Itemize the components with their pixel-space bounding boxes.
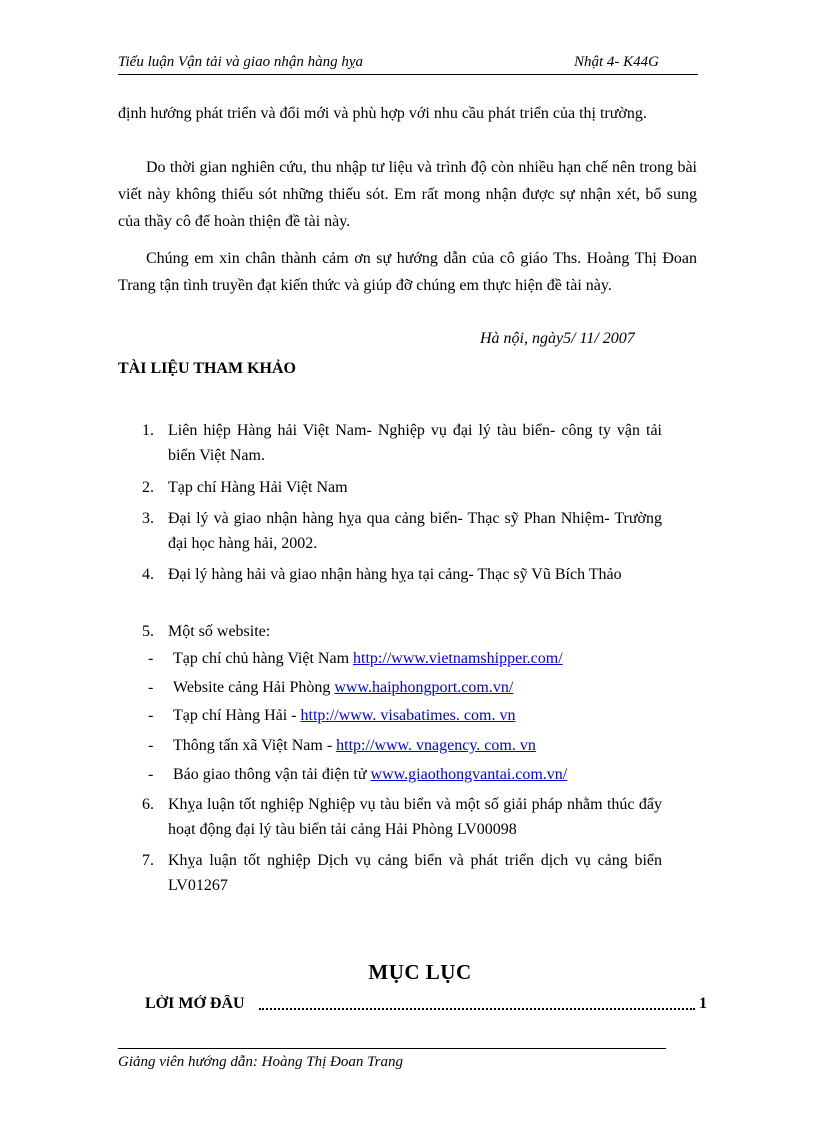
toc-leader-dots xyxy=(259,1008,695,1010)
website-link[interactable]: www.giaothongvantai.com.vn/ xyxy=(370,766,568,783)
website-label: Thông tấn xã Việt Nam - xyxy=(173,737,337,754)
reference-item xyxy=(142,619,662,644)
reference-number: 4. xyxy=(142,566,154,583)
reference-number: 2. xyxy=(142,479,154,496)
reference-text: Đại lý hàng hải và giao nhận hàng hỵa tại cảng- Thạc sỹ Vũ Bích Thảo xyxy=(168,566,622,583)
reference-item xyxy=(142,792,662,842)
reference-text: Một số website: xyxy=(168,623,271,640)
reference-item xyxy=(142,562,662,587)
bullet-dash: - xyxy=(148,650,154,667)
references-title: TÀI LIỆU THAM KHẢO xyxy=(118,360,296,377)
reference-text: Khỵa luận tốt nghiệp Nghiệp vụ tàu biển và một số giải pháp nhằm thúc đẩy hoạt động đại lý tàu biển tải cảng Hải Phòng LV00098 xyxy=(168,796,662,838)
reference-text: Khỵa luận tốt nghiệp Dịch vụ cảng biển và phát triển dịch vụ cảng biển LV01267 xyxy=(168,852,662,894)
website-label: Báo giao thông vận tải điện tử xyxy=(173,766,371,783)
reference-text: Đại lý và giao nhận hàng hỵa qua cảng biển- Thạc sỹ Phan Nhiệm- Trường đại học hàng hải, 2002. xyxy=(168,510,662,552)
bullet-dash: - xyxy=(148,707,154,724)
reference-number: 1. xyxy=(142,422,154,439)
reference-item xyxy=(142,475,662,500)
bullet-dash: - xyxy=(148,679,154,696)
footer-divider xyxy=(118,1048,666,1049)
page-footer: Giảng viên hướng dẫn: Hoàng Thị Đoan Trang xyxy=(118,1054,403,1070)
website-item xyxy=(148,675,513,700)
website-link[interactable]: www.haiphongport.com.vn/ xyxy=(334,679,514,696)
reference-text: Liên hiệp Hàng hải Việt Nam- Nghiệp vụ đại lý tàu biển- công ty vận tải biển Việt Nam. xyxy=(168,422,662,464)
page-header xyxy=(118,54,698,75)
bullet-dash: - xyxy=(148,737,154,754)
header-title: Tiểu luận Vận tải và giao nhận hàng hỵa xyxy=(118,54,363,70)
reference-item xyxy=(142,506,662,556)
reference-item xyxy=(142,848,662,898)
website-label: Tạp chí Hàng Hải - xyxy=(173,707,301,724)
reference-text: Tạp chí Hàng Hải Việt Nam xyxy=(168,479,348,496)
reference-number: 7. xyxy=(142,852,154,869)
header-author: Nhật 4- K44G xyxy=(574,54,660,70)
paragraph-3: Chúng em xin chân thành cảm ơn sự hướng dẫn của cô giáo Ths. Hoàng Thị Đoan Trang tận tình truyền đạt kiến thức và giúp đỡ chúng em thực hiện đề tài này. xyxy=(118,250,697,294)
reference-number: 5. xyxy=(142,623,154,640)
toc-title: MỤC LỤC xyxy=(368,960,472,984)
website-item xyxy=(148,733,536,758)
reference-number: 6. xyxy=(142,796,154,813)
reference-number: 3. xyxy=(142,510,154,527)
website-item xyxy=(148,646,563,671)
website-link[interactable]: http://www. visabatimes. com. vn xyxy=(300,707,516,724)
reference-item xyxy=(142,418,662,468)
paragraph-2: Do thời gian nghiên cứu, thu nhập tư liệu và trình độ còn nhiều hạn chế nên trong bài viết này không thiếu sót những thiếu sót. Em rất mong nhận được sự nhận xét, bổ sung của thầy cô để hoàn thiện đề tài này. xyxy=(118,159,697,230)
bullet-dash: - xyxy=(148,766,154,783)
website-item xyxy=(148,703,515,728)
website-label: Website cảng Hải Phòng xyxy=(173,679,335,696)
toc-entry-page: 1 xyxy=(699,995,707,1012)
website-link[interactable]: http://www.vietnamshipper.com/ xyxy=(353,650,563,667)
website-item xyxy=(148,762,567,787)
toc-entry-label: LỜI MỞ ĐẦU xyxy=(145,995,249,1013)
website-link[interactable]: http://www. vnagency. com. vn xyxy=(336,737,536,754)
paragraph-1: định hướng phát triển và đổi mới và phù hợp với nhu cầu phát triển của thị trường. xyxy=(118,105,647,122)
toc-entry[interactable] xyxy=(145,995,707,1019)
sign-date: Hà nội, ngày5/ 11/ 2007 xyxy=(480,330,635,347)
website-label: Tạp chí chủ hàng Việt Nam xyxy=(173,650,354,667)
